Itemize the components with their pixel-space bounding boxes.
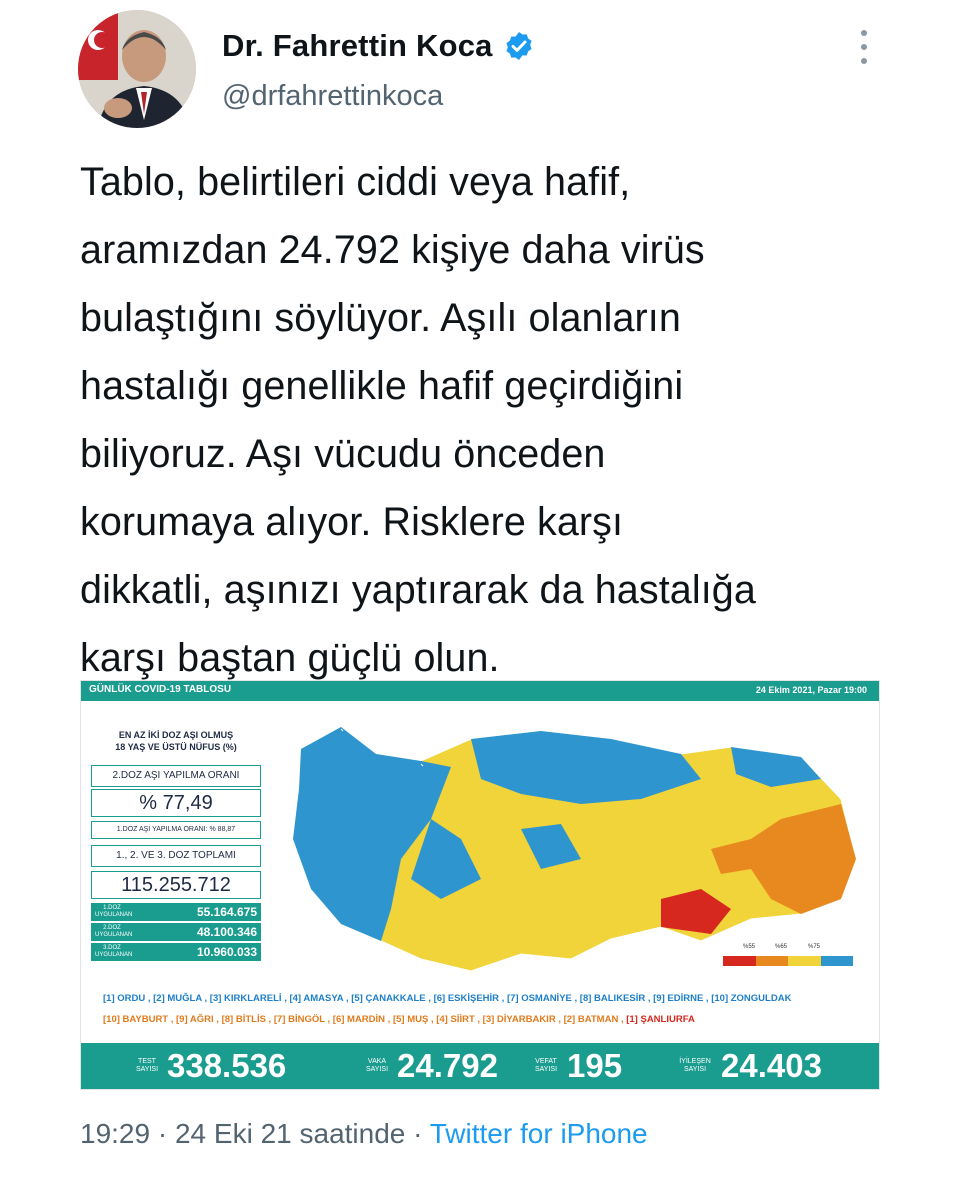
infographic-date: 24 Ekim 2021, Pazar 19:00 (755, 685, 867, 695)
verified-badge-icon (503, 30, 535, 62)
legend-swatch (756, 956, 789, 966)
total-dose-value: 115.255.712 (91, 871, 261, 899)
second-dose-value: % 77,49 (91, 789, 261, 817)
avatar-image (78, 10, 196, 128)
turkey-vaccination-map (281, 709, 871, 979)
user-handle[interactable]: @drfahrettinkoca (222, 80, 444, 112)
legend-label: %55 (743, 944, 756, 950)
stat-deaths: VEFAT SAYISI 195 (534, 1047, 623, 1084)
top-provinces-ranking: [1] ORDU , [2] MUĞLA , [3] KIRKLARELİ , [4] AMASYA , [5] ÇANAKKALE , [6] ESKİŞEHİR , [7] OSMANİYE , [8] BALIKESİR , [9] EDİRNE , [10] ZONGULDAK (103, 993, 792, 1004)
legend-swatch (723, 956, 756, 966)
dose-row: 1.DOZ UYGULANAN 55.164.675 (91, 903, 261, 921)
legend-swatch (788, 956, 821, 966)
legend-swatch (821, 956, 854, 966)
dose-row: 3.DOZ UYGULANAN 10.960.033 (91, 943, 261, 961)
infographic-title: GÜNLÜK COVID-19 TABLOSU (89, 684, 232, 695)
covid-infographic-image[interactable] (80, 680, 880, 1090)
more-options-icon[interactable] (852, 30, 876, 64)
first-dose-rate: 1.DOZ AŞI YAPILMA ORANI: % 88,87 (91, 821, 261, 839)
map-legend (723, 956, 853, 966)
legend-label: %65 (775, 944, 788, 950)
legend-label: %75 (808, 944, 821, 950)
dose-row: 2.DOZ UYGULANAN 48.100.346 (91, 923, 261, 941)
avatar[interactable] (78, 10, 196, 128)
tweet-meta: 19:29 · 24 Eki 21 saatinde · Twitter for iPhone (80, 1118, 648, 1149)
stat-recovered: İYİLEŞEN SAYISI 24.403 (679, 1047, 822, 1084)
stat-cases: VAKA SAYISI 24.792 (365, 1047, 498, 1084)
tweet-source-link[interactable]: Twitter for iPhone (429, 1118, 648, 1149)
stat-test: TEST SAYISI 338.536 (135, 1047, 287, 1084)
tweet-text: Tablo, belirtileri ciddi veya hafif, aramızdan 24.792 kişiye daha virüs bulaştığını söylüyor. Aşılı olanların hastalığı genellikle hafif geçirdiğini biliyoruz. Aşı vücudu önceden korumaya alıyor. Risklere karşı dikkatli, aşınızı yaptırarak da hastalığa karşı baştan güçlü olun. (80, 160, 756, 680)
tweet-time[interactable]: 19:29 (80, 1118, 151, 1149)
second-dose-label: 2.DOZ AŞI YAPILMA ORANI (91, 765, 261, 787)
vaccination-heading: EN AZ İKİ DOZ AŞI OLMUŞ 18 YAŞ VE ÜSTÜ NÜFUS (%) (115, 730, 237, 752)
tweet-date[interactable]: 24 Eki 21 saatinde (174, 1118, 406, 1149)
display-name[interactable]: Dr. Fahrettin Koca (222, 28, 493, 63)
total-dose-label: 1., 2. VE 3. DOZ TOPLAMI (91, 845, 261, 867)
bottom-provinces-ranking: [10] BAYBURT , [9] AĞRI , [8] BİTLİS , [7] BİNGÖL , [6] MARDİN , [5] MUŞ , [4] SİİRT , [3] DİYARBAKIR , [2] BATMAN , [1] ŞANLIURFA (103, 1014, 695, 1025)
